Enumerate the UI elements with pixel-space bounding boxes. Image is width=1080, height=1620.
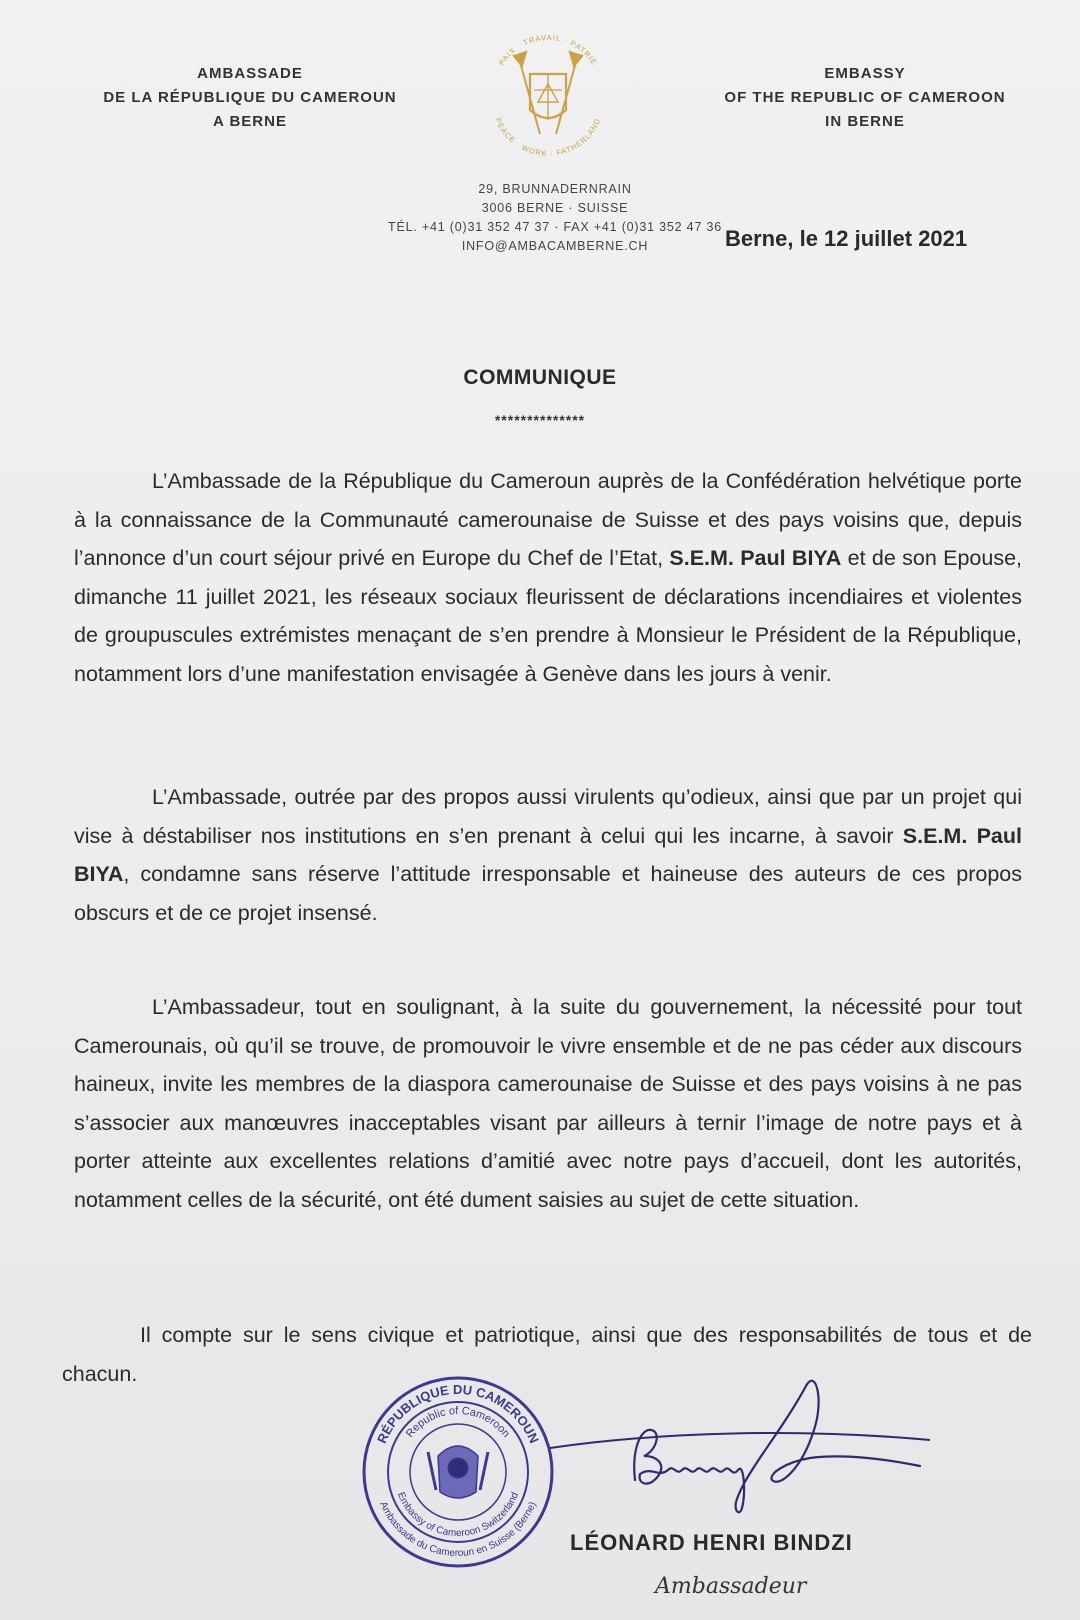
header-left-line: A BERNE: [213, 113, 287, 130]
paragraph-bold-name: S.E.M. Paul BIYA: [669, 546, 842, 570]
stamp-inner-top: Republic of Cameroon: [403, 1404, 513, 1440]
signer-name: LÉONARD HENRI BINDZI: [570, 1530, 853, 1555]
header-left-french: [70, 62, 430, 134]
header-right-line: EMBASSY: [824, 65, 906, 82]
address-line: TÉL. +41 (0)31 352 47 37 · FAX +41 (0)31 352 47 36: [388, 220, 722, 234]
paragraph-text: L’Ambassade, outrée par des propos aussi virulents qu’odieux, ainsi que par un projet qui vise à déstabiliser nos institutions en s’en prenant à celui qui les incarne, à savoir: [74, 785, 1022, 848]
svg-text:PEACE · WORK · FATHERLAND: [494, 117, 603, 159]
paragraph-2: [74, 778, 1022, 932]
paragraph-3: L’Ambassadeur, tout en soulignant, à la suite du gouvernement, la nécessité pour tout Camerounais, où qu’il se trouve, de promouvoir le vivre ensemble et de ne pas céder aux discours haineux, invite les membres de la diaspora camerounaise de Suisse et des pays voisins à ne pas s’associer aux manœuvres inacceptables visant par ailleurs à ternir l’image de notre pays et à porter atteinte aux excellentes relations d’amitié avec notre pays d’accueil, dont les autorités, notamment celles de la sécurité, ont été dument saisies au sujet de cette situation.: [74, 995, 1022, 1212]
paragraph-bold-name: S.E.M. Paul BIYA: [74, 823, 1022, 886]
crest-motto-bottom: PEACE · WORK · FATHERLAND: [493, 116, 603, 159]
header-right-english: [685, 62, 1045, 134]
stamp-outer-bottom: Ambassade du Cameroun en Suisse (Berne): [377, 1500, 539, 1560]
header-left-line: DE LA RÉPUBLIQUE DU CAMEROUN: [103, 89, 397, 106]
letter-date: Berne, le 12 juillet 2021: [725, 226, 968, 251]
paragraph-1: [74, 462, 1022, 693]
address-line: INFO@AMBACAMBERNE.CH: [461, 239, 649, 253]
crest-motto-top: PAIX · TRAVAIL · PATRIE: [497, 32, 599, 68]
stamp-outer-top: RÉPUBLIQUE DU CAMEROUN: [374, 1381, 542, 1446]
stamp-inner-bottom: Embassy of Cameroon Switzerland: [394, 1490, 522, 1540]
coat-of-arms-icon: [478, 22, 618, 172]
signer-title: Ambassadeur: [655, 1574, 807, 1599]
document-title: COMMUNIQUE: [463, 366, 617, 389]
embassy-address: [330, 180, 780, 256]
title-separator: **************: [494, 412, 586, 428]
address-line: 29, BRUNNADERNRAIN: [478, 182, 632, 196]
signature-icon: [540, 1370, 960, 1520]
paragraph-text: L’Ambassade de la République du Cameroun auprès de la Confédération helvétique porte à la connaissance de la Communauté camerounaise de Suisse et des pays voisins que, depuis l’annonce d’un court séjour privé en Europe du Chef de l’Etat,: [74, 469, 1022, 570]
svg-text:PAIX · TRAVAIL · PATRIE: [497, 33, 599, 67]
address-line: 3006 BERNE · SUISSE: [481, 201, 629, 215]
header-right-line: OF THE REPUBLIC OF CAMEROON: [724, 89, 1006, 106]
header-left-line: AMBASSADE: [197, 65, 303, 82]
embassy-stamp-icon: [358, 1372, 558, 1572]
paragraph-text: , condamne sans réserve l’attitude irresponsable et haineuse des auteurs de ces propos obscurs et de ce projet insensé.: [74, 862, 1022, 925]
header-right-line: IN BERNE: [825, 113, 905, 130]
svg-text:Republic of Cameroon: [404, 1405, 512, 1440]
paragraph-text: et de son Epouse, dimanche 11 juillet 2021, les réseaux sociaux fleurissent de déclarations incendiaires et violentes de groupuscules extrémistes menaçant de s’en prendre à Monsieur le Président de la République, notamment lors d’une manifestation envisagée à Genève dans les jours à venir.: [74, 546, 1023, 686]
paragraph-4: Il compte sur le sens civique et patriotique, ainsi que des responsabilités de tous et de chacun.: [62, 1323, 1032, 1386]
